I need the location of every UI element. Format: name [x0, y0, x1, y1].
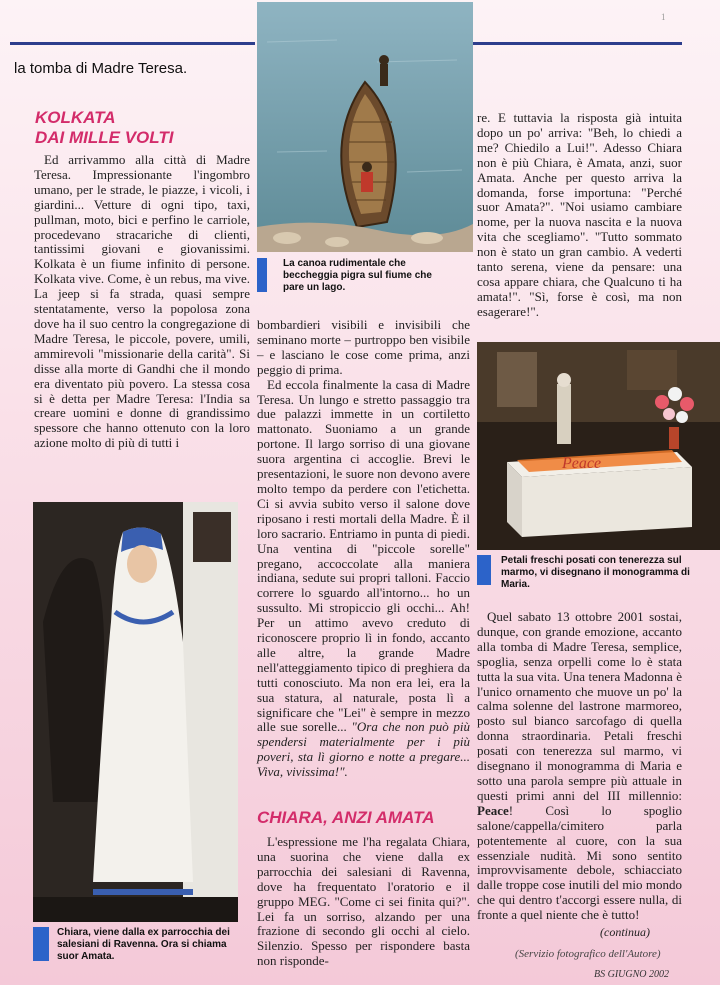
- canoe-photo: [257, 2, 473, 252]
- column3-top-paragraph: re. E tuttavia la risposta già intuita dopo un po' arriva: "Beh, lo chiedi a me? Chiedilo a Lui!". Adesso Chiara non è più Chiara, è Amata, anzi, suor Amata. Anche per questo arriva la domanda, forse importuna: "Perché suor Amata?". "Noi usiamo cambiare nome, per la nuova nascita e la nuova vita che scegliamo". "Tutto sommato non è stato un gran cambio. A vederti tanto serena, viene da pensare: una cosa appare chiara, che Qualcuno ti ha amata!". "Sì, forse è così, ma non esagerare!".: [477, 110, 682, 319]
- column2-continuation: bombardieri visibili e invisibili che seminano morte – purtroppo ben visibile – e lasciano le cose come prima, anzi peggio di prima.: [257, 317, 470, 377]
- chiara-caption-marker: [33, 927, 49, 961]
- section-title-chiara: CHIARA, ANZI AMATA: [257, 808, 435, 827]
- page-footer: BS GIUGNO 2002: [594, 969, 669, 980]
- section-title-kolkata: [35, 108, 174, 148]
- tomb-caption-marker: [477, 555, 491, 585]
- tomb-photo: [477, 342, 720, 550]
- photo-credit: (Servizio fotografico dell'Autore): [515, 948, 661, 960]
- continua-note: (continua): [600, 925, 650, 939]
- chiara-caption: Chiara, viene dalla ex parrocchia dei salesiani di Ravenna. Ora si chiama suor Amata.: [57, 927, 230, 962]
- chiara-photo-illustration: [33, 502, 238, 922]
- column3-bottom-peace: Peace: [477, 802, 509, 818]
- canoe-caption: La canoa rudimentale che beccheggia pigra sul fiume che pare un lago.: [283, 258, 432, 293]
- tomb-caption: Petali freschi posati con tenerezza sul marmo, vi disegnano il monogramma di Maria.: [501, 555, 690, 590]
- column1-text: [34, 153, 250, 475]
- column2-section2-text: [257, 834, 470, 969]
- top-rule-right: [470, 42, 682, 45]
- tomb-petal-text: Peace: [562, 455, 602, 472]
- chiara-photo: [33, 502, 238, 922]
- column3-bottom-paragraph: [477, 610, 682, 923]
- column3-bottom-text-a: Quel sabato 13 ottobre 2001 sostai, dunque, con grande emozione, accanto alla tomba di Madre Teresa, semplice, spoglia, senza orpelli come lo è stata tutta la sua vita. Una tenera Madonna è l'unico ornamento che muove un po' la calma solenne del lastrone marmoreo, posto sul bianco sarcofago di quella donna straordinaria. Petali freschi posati con tenerezza sul marmo, vi disegnano il monogramma di Maria e sotto una parola sempre più attuale in questi primi anni del III millennio:: [477, 609, 682, 803]
- canoe-photo-illustration: [257, 2, 473, 252]
- column2-paragraph2-text: Ed eccola finalmente la casa di Madre Teresa. Un lungo e stretto passaggio tra due palazzi immette in un cortiletto mattonato. Suoniamo a un grande portone. Il largo sorriso di una giovane suora argentina ci accoglie. Brevi le presentazioni, le suore non devono avere molto tempo da perdere con l'etichetta. Ci si avvia subito verso il salone dove riposano i resti mortali della Madre. È il loro sacrario. Entriamo in punta di piedi. Una ventina di "piccole sorelle" pregano, accoccolate alla maniera indiana, sedute sui propri talloni. Faccio correre lo sguardo all'intorno... ho un sussulto. Mi stropiccio gli occhi... Ah! Per un attimo avevo creduto di riconoscere proprio lì in fondo, accanto alle altre, la grande Madre nell'atteggiamento tipico di preghiera da tutti conosciuto. Ma non era lei, era la sua statura, al naturale, posta lì a significare che "Lei" è sempre in mezzo alle sue sorelle...: [257, 376, 470, 735]
- section-title-line1: KOLKATA: [35, 108, 116, 127]
- page-mark: 1: [661, 12, 666, 22]
- column2-paragraph2-italic: "Ora che non può più spendersi materialmente per i più poveri, sta lì giorno e notte a pregare... Viva, vivissima!".: [257, 719, 471, 780]
- section1-paragraph: Ed arrivammo alla città di Madre Teresa. Impressionante l'ingombro umano, per le strade, le piazze, i vicoli, i giardini... Vetture di ogni tipo, taxi, pullman, moto, bici e perfino le carriole, procedevano stracariche di clienti, tantissimi giovani e giovanissimi. Kolkata è un fiume infinito di persone. Kolkata vive. Come, è un rebus, ma vive. La jeep si fa strada, quasi sempre stentatamente, verso la popolosa zona dove ha il suo centro la congregazione di Madre Teresa, le piccole, povere, umili, ammirevoli "missionarie della carità". Si disse alla morte di Gandhi che il mondo era diventato più povero. La stessa cosa si è detta per Madre Teresa: l'India sa creare uomini e donne di grandissimo spessore che hanno ottenuto con la loro azione molto di più di tutti i: [34, 152, 250, 451]
- column2-paragraph2: [257, 378, 470, 780]
- tomb-photo-illustration: [477, 342, 720, 550]
- column2-text: [257, 318, 470, 805]
- section-title-line2: DAI MILLE VOLTI: [35, 128, 174, 147]
- column3-top-text: [477, 111, 682, 339]
- section2-paragraph: L'espressione me l'ha regalata Chiara, una suorina che viene dalla ex parrocchia dei salesiani di Ravenna, dove ha frequentato l'oratorio e il gruppo MEG. "Come ci sei finita qui?". Lei fa un sorriso, alzando per una frazione di secondo gli occhi al cielo. Silenzio. Spesso per rispondere basta non risponde-: [257, 834, 470, 969]
- column3-bottom-text: [477, 610, 682, 922]
- column3-bottom-text-b: ! Così lo spoglio salone/cappella/cimitero parla potentemente al cuore, con la sua essenziale nudità. Mi sono sentito improvvisamente debole, schiacciato dalle troppe cose inutili del mio mondo che qui dentro t'accorgi essere nulla, di fronte a quel niente che è tutto!: [477, 802, 682, 923]
- canoe-caption-marker: [257, 258, 267, 292]
- top-rule-left: [10, 42, 255, 45]
- article-kicker: la tomba di Madre Teresa.: [14, 60, 188, 77]
